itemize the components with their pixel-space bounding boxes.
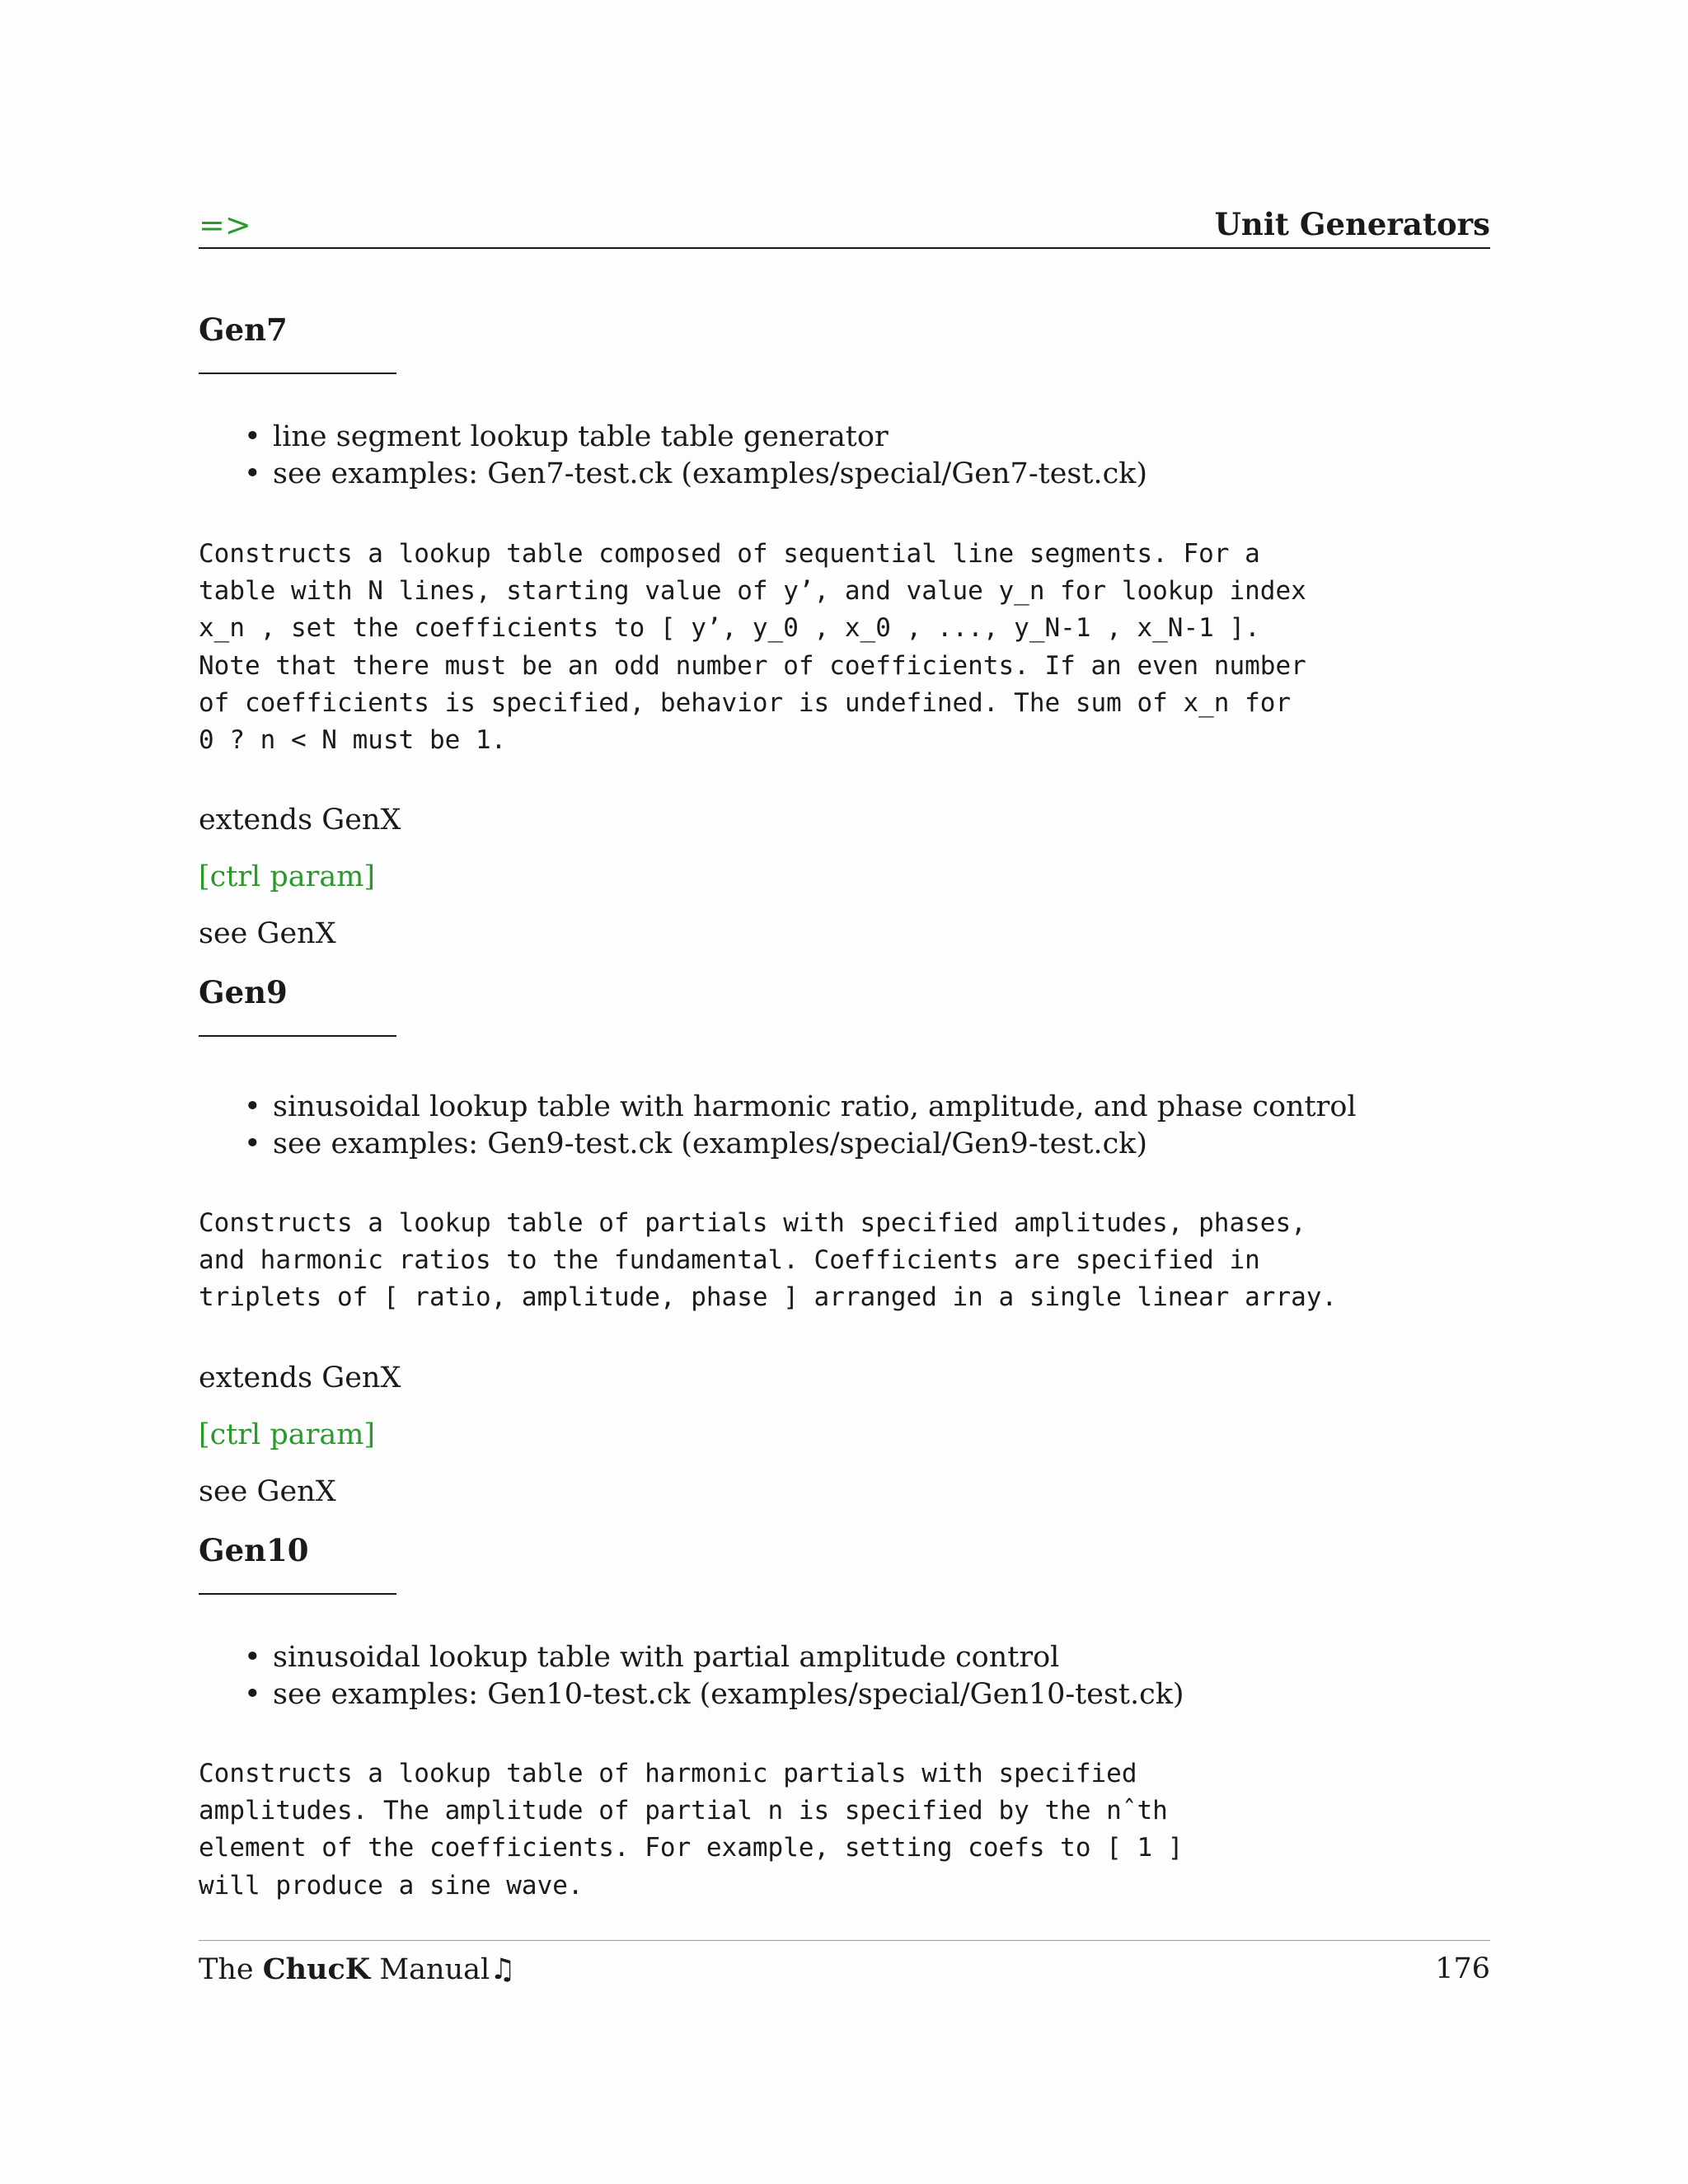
- bullet-icon: •: [244, 1090, 261, 1123]
- list-item: • sinusoidal lookup table with partial amplitude control: [244, 1639, 1184, 1676]
- list-item: • sinusoidal lookup table with harmonic ratio, amplitude, and phase control: [244, 1089, 1357, 1126]
- gen7-see: see GenX: [199, 917, 336, 950]
- list-item: • see examples: Gen9-test.ck (examples/special/Gen9-test.ck): [244, 1126, 1357, 1163]
- footer-manual-title: The ChucK Manual♫: [199, 1952, 516, 1986]
- gen7-bullet-list: [244, 419, 1147, 493]
- gen7-heading: Gen7: [199, 312, 288, 348]
- list-item: • see examples: Gen10-test.ck (examples/special/Gen10-test.ck): [244, 1676, 1184, 1713]
- gen9-heading: Gen9: [199, 974, 288, 1010]
- list-item: • see examples: Gen7-test.ck (examples/special/Gen7-test.ck): [244, 456, 1147, 493]
- gen9-ctrl-param: [ctrl param]: [199, 1418, 376, 1451]
- bullet-icon: •: [244, 1678, 261, 1711]
- gen10-heading: Gen10: [199, 1532, 309, 1568]
- gen9-description: Constructs a lookup table of partials with specified amplitudes, phases, and harmonic ratios to the fundamental. Coefficients are specified in triplets of [ ratio, amplitude, phase ] arranged in a single linear array.: [199, 1208, 1338, 1313]
- header-rule: [199, 247, 1490, 249]
- header-arrow: =>: [199, 207, 251, 243]
- bullet-icon: •: [244, 1641, 261, 1674]
- gen10-description: Constructs a lookup table of harmonic partials with specified amplitudes. The amplitude of partial n is specified by the nˆth element of the coefficients. For example, setting coefs to [ 1 ] will produce a sine wave.: [199, 1759, 1184, 1900]
- footer-rule: [199, 1940, 1490, 1941]
- list-item: • line segment lookup table table generator: [244, 419, 1147, 456]
- page-number: 176: [1435, 1952, 1490, 1985]
- gen10-heading-rule: [199, 1593, 396, 1595]
- gen9-bullet-list: [244, 1089, 1357, 1163]
- bullet-icon: •: [244, 420, 261, 453]
- gen7-extends: extends GenX: [199, 804, 401, 837]
- gen7-heading-rule: [199, 373, 396, 374]
- gen9-heading-rule: [199, 1035, 396, 1037]
- footer-brand: ChucK: [262, 1952, 371, 1986]
- header-title: Unit Generators: [1214, 206, 1490, 242]
- gen9-extends: extends GenX: [199, 1361, 401, 1394]
- gen10-bullet-list: [244, 1639, 1184, 1713]
- bullet-icon: •: [244, 457, 261, 490]
- gen7-description: Constructs a lookup table composed of sequential line segments. For a table with N lines, starting value of y’, and value y_n for lookup index x_n , set the coefficients to [ y’, y_0 , x_0 , ..., y_N-1 , x_N-1 ]. Note that there must be an odd number of coefficients. If an even number of coefficients is specified, behavior is undefined. The sum of x_n for 0 ? n < N must be 1.: [199, 539, 1306, 756]
- gen7-ctrl-param: [ctrl param]: [199, 860, 376, 893]
- bullet-icon: •: [244, 1127, 261, 1160]
- gen9-see: see GenX: [199, 1475, 336, 1508]
